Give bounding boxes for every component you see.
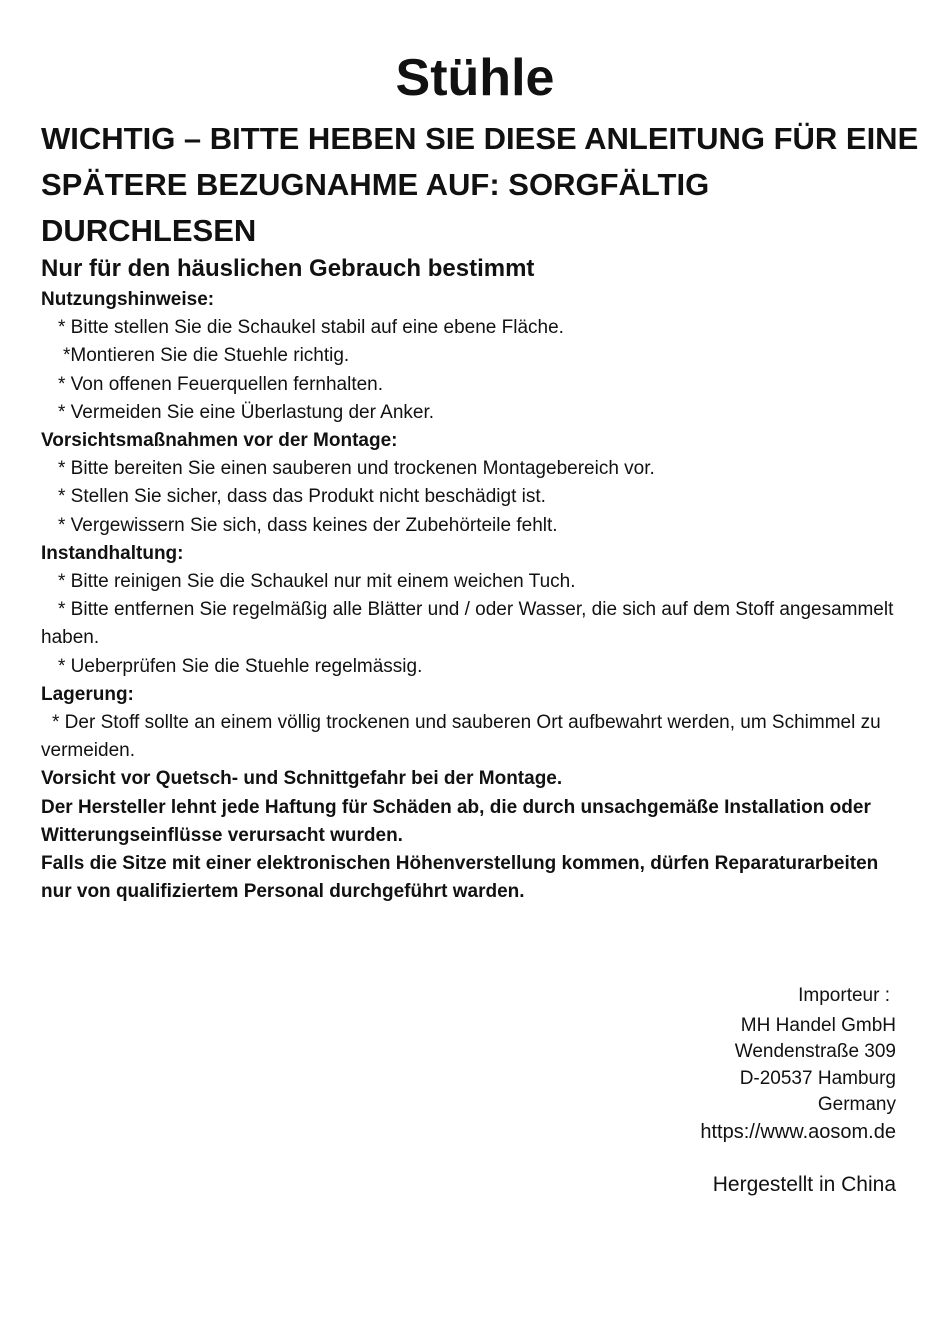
maintenance-item: * Bitte reinigen Sie die Schaukel nur mit einem weichen Tuch. <box>58 571 576 593</box>
domestic-use-notice: Nur für den häuslichen Gebrauch bestimmt <box>41 255 535 282</box>
usage-heading: Nutzungshinweise: <box>41 289 215 310</box>
repair-notice: Falls die Sitze mit einer elektronischen Höhenverstellung kommen, dürfen Reparaturarbeiten nur von qualifiziertem Personal durchgeführt warden. <box>41 853 879 903</box>
importer-street: Wendenstraße 309 <box>734 1041 896 1062</box>
document-title: Stühle <box>395 49 555 107</box>
importer-company: MH Handel GmbH <box>740 1014 896 1036</box>
importer-website: https://www.aosom.de <box>700 1120 896 1143</box>
important-notice: WICHTIG – BITTE HEBEN SIE DIESE ANLEITUNG FÜR EINE SPÄTERE BEZUGNAHME AUF: SORGFÄLTIG DURCHLESEN <box>41 121 919 248</box>
maintenance-heading: Instandhaltung: <box>41 542 184 564</box>
maintenance-item: * Ueberprüfen Sie die Stuehle regelmässig. <box>58 655 423 677</box>
pinch-warning: Vorsicht vor Quetsch- und Schnittgefahr bei der Montage. <box>41 768 563 790</box>
storage-heading: Lagerung: <box>41 683 134 705</box>
made-in-label: Hergestellt in China <box>712 1173 896 1196</box>
importer-country: Germany <box>817 1094 896 1115</box>
precautions-item: * Vergewissern Sie sich, dass keines der Zubehörteile fehlt. <box>58 514 558 536</box>
importer-label: Importeur : <box>798 985 890 1006</box>
usage-item: * Von offenen Feuerquellen fernhalten. <box>58 373 384 395</box>
usage-item: *Montieren Sie die Stuehle richtig. <box>63 345 350 367</box>
maintenance-item: * Bitte entfernen Sie regelmäßig alle Blätter und / oder Wasser, die sich auf dem Stoff angesammelt haben. <box>41 599 894 649</box>
precautions-heading: Vorsichtsmaßnahmen vor der Montage: <box>41 430 398 452</box>
precautions-item: * Bitte bereiten Sie einen sauberen und trockenen Montagebereich vor. <box>58 458 655 480</box>
instructions-body <box>41 286 901 906</box>
usage-item: * Bitte stellen Sie die Schaukel stabil auf eine ebene Fläche. <box>58 317 564 339</box>
importer-city: D-20537 Hamburg <box>739 1067 896 1089</box>
liability-disclaimer: Der Hersteller lehnt jede Haftung für Schäden ab, die durch unsachgemäße Installation oder Witterungseinflüsse verursacht wurden. <box>41 796 871 846</box>
importer-address <box>700 983 896 1145</box>
precautions-item: * Stellen Sie sicher, dass das Produkt nicht beschädigt ist. <box>58 486 546 508</box>
storage-item: * Der Stoff sollte an einem völlig trockenen und sauberen Ort aufbewahrt werden, um Schimmel zu vermeiden. <box>41 712 881 762</box>
usage-item: * Vermeiden Sie eine Überlastung der Anker. <box>58 401 435 423</box>
